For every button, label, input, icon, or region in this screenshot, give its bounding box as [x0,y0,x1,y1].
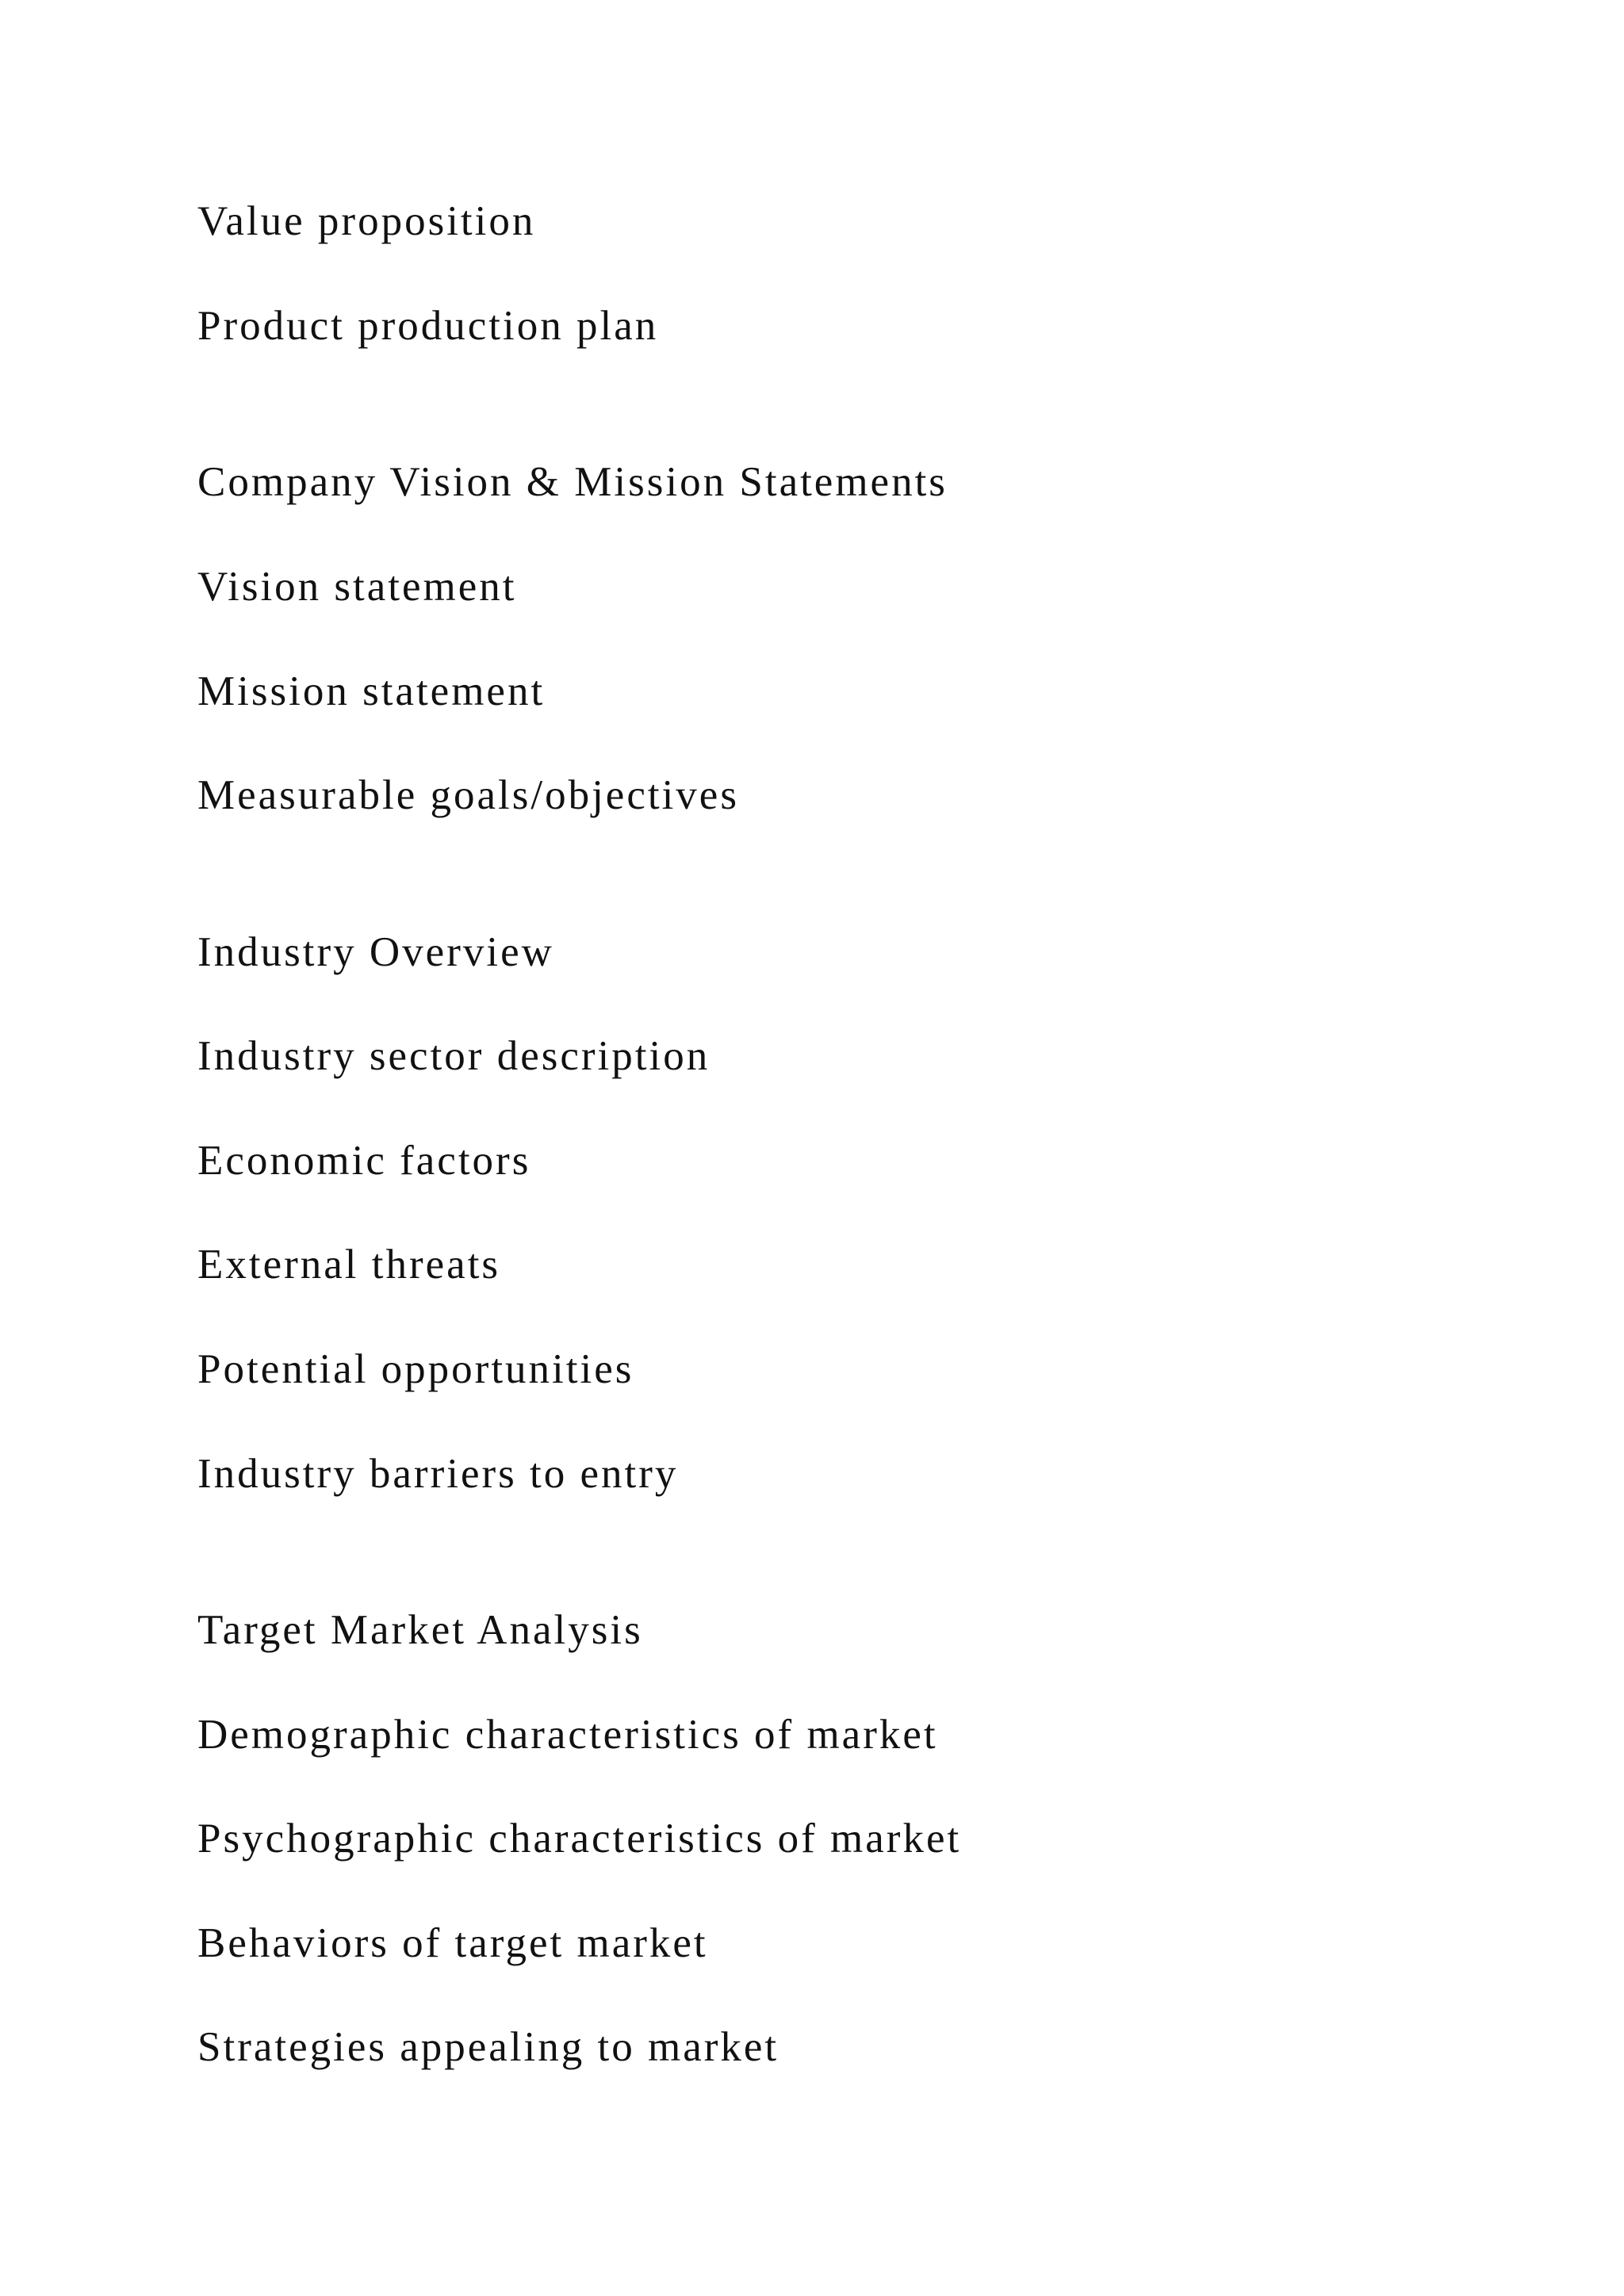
text-line: Product production plan [197,303,659,349]
text-line: Mission statement [197,668,546,714]
text-line: Potential opportunities [197,1346,634,1392]
text-line: Vision statement [197,564,517,610]
text-line: Psychographic characteristics of market [197,1816,962,1862]
text-line: Industry sector description [197,1033,710,1079]
section-heading: Target Market Analysis [197,1607,643,1653]
text-line: Value proposition [197,198,536,244]
text-line: Industry barriers to entry [197,1451,679,1497]
text-line: Demographic characteristics of market [197,1712,938,1758]
section-heading: Company Vision & Mission Statements [197,459,948,505]
text-line: Strategies appealing to market [197,2024,779,2070]
text-line: Measurable goals/objectives [197,772,739,818]
text-line: Behaviors of target market [197,1920,708,1966]
text-line: External threats [197,1242,501,1288]
text-line: Economic factors [197,1138,531,1184]
section-heading: Industry Overview [197,929,554,975]
